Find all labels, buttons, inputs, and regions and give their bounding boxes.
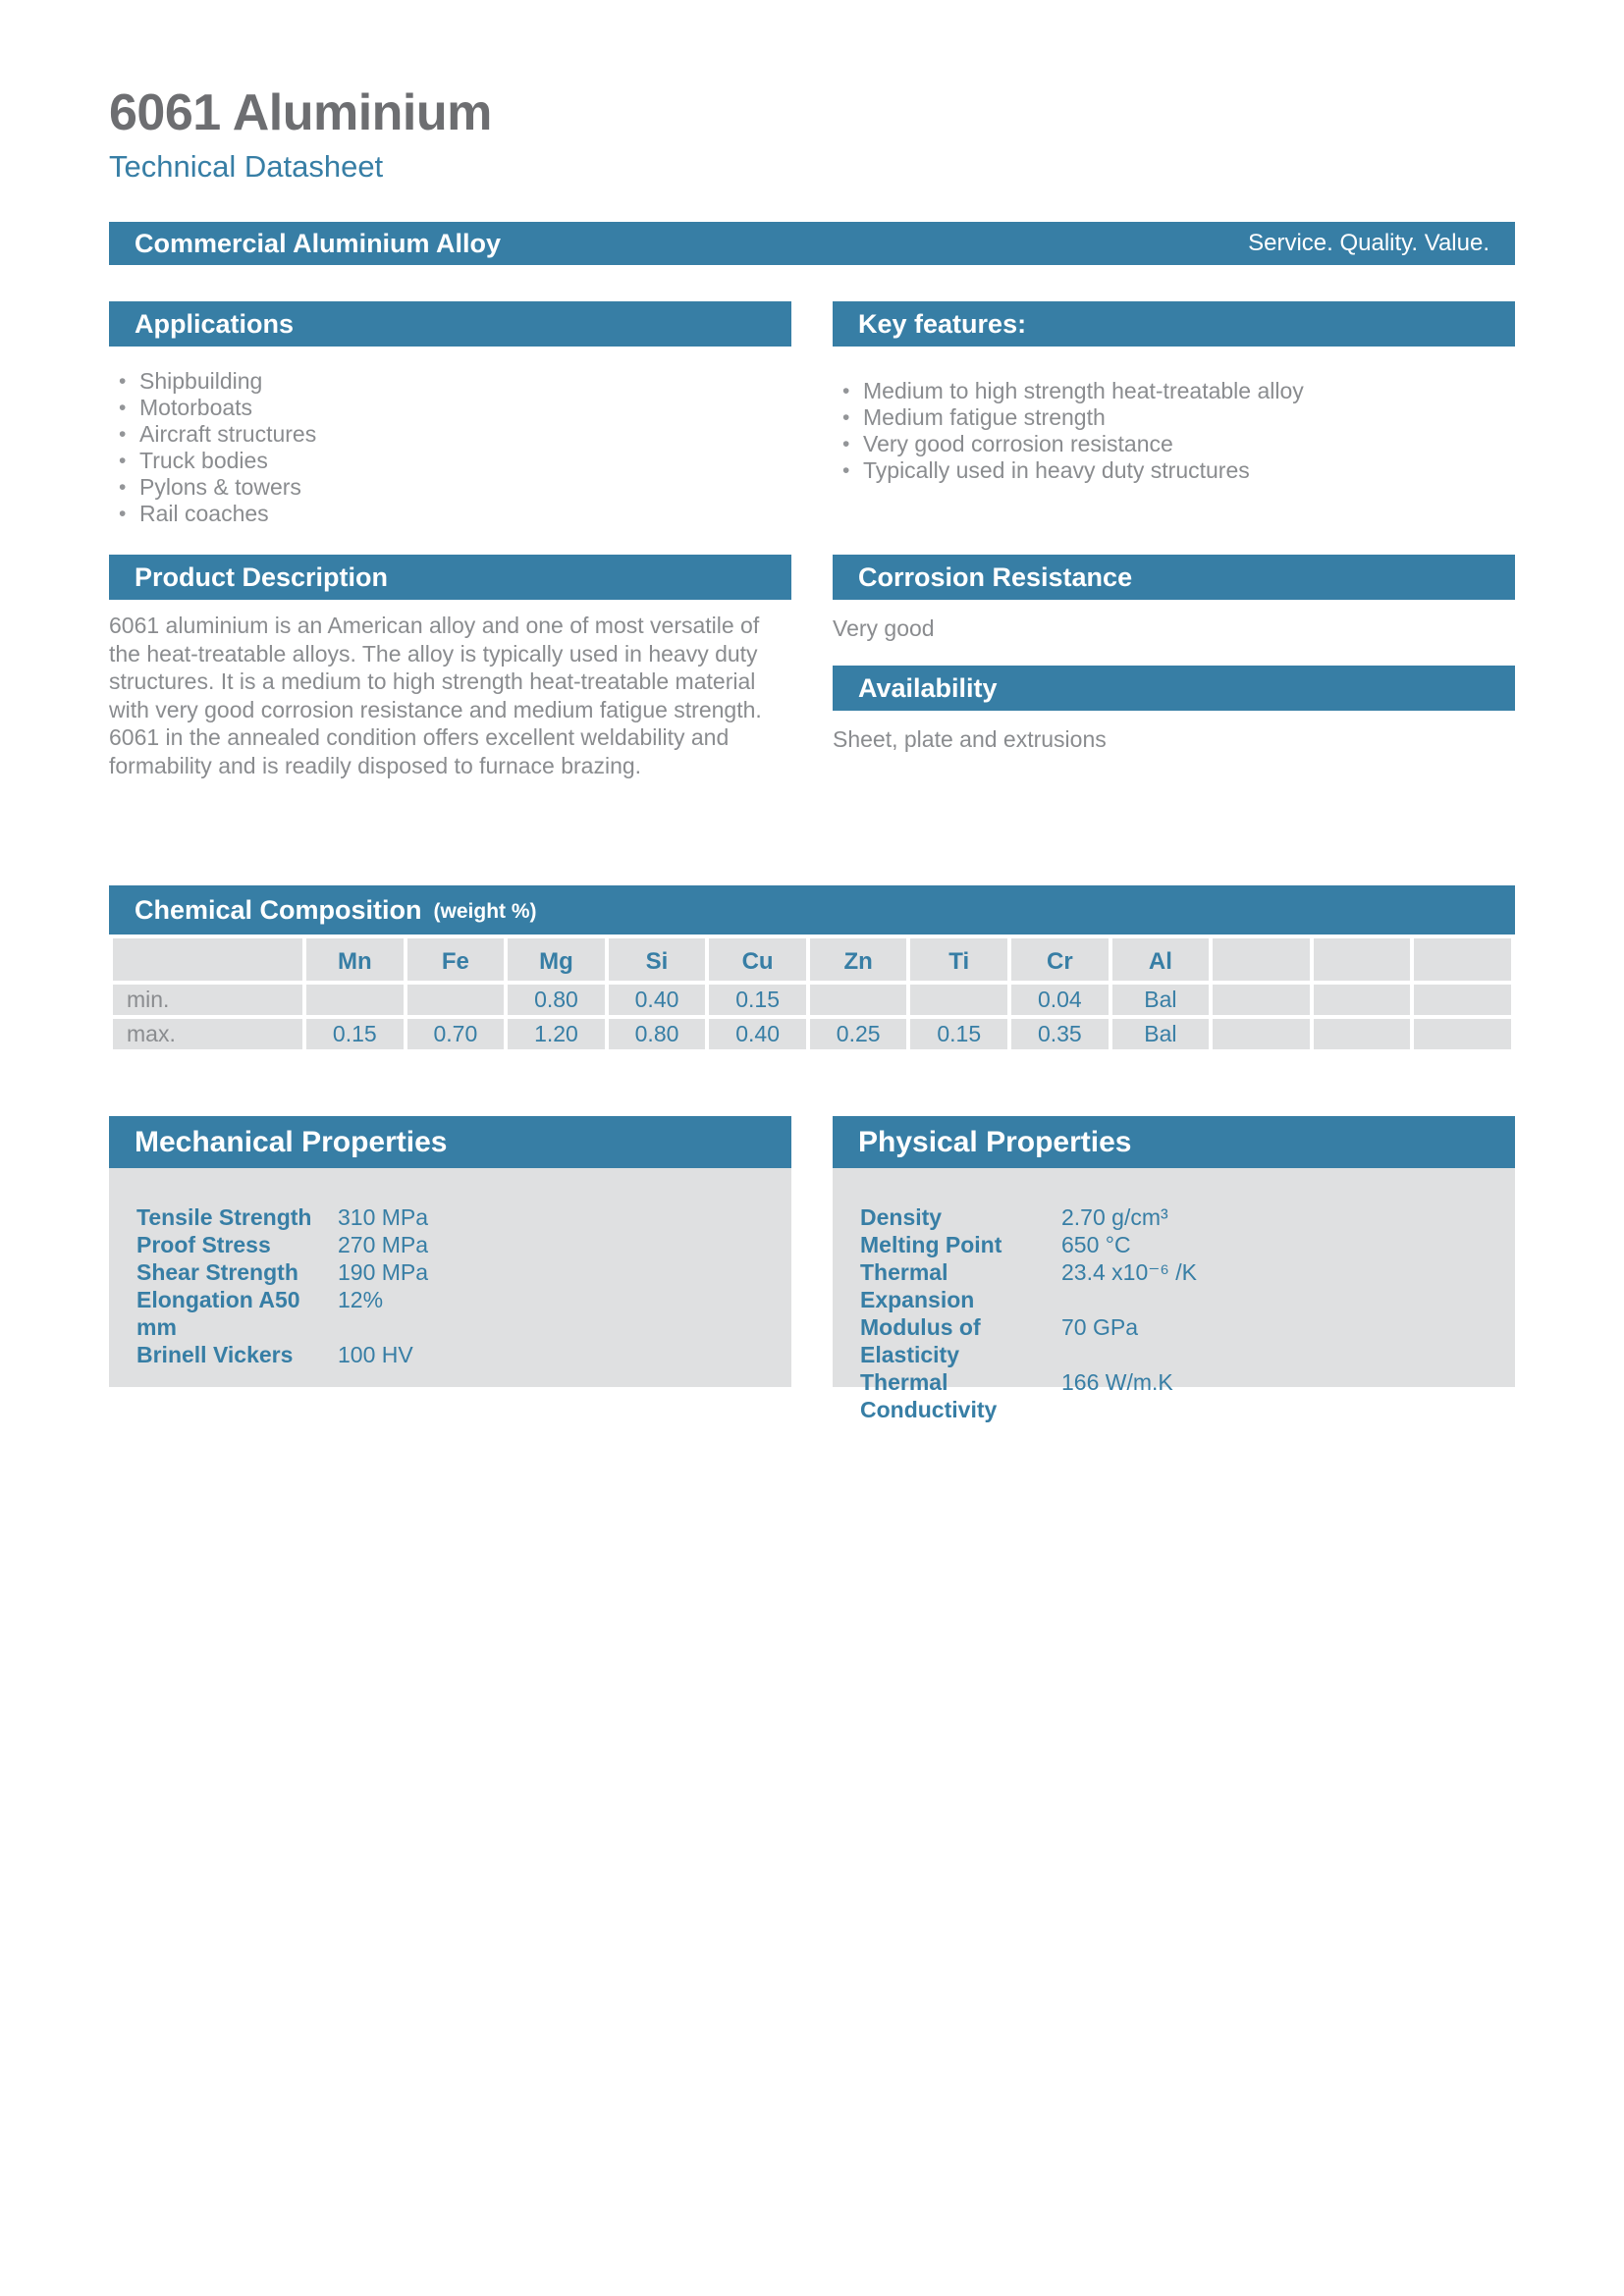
corrosion-resistance-value: Very good [833,615,935,641]
property-label: Tensile Strength [136,1204,312,1230]
applications-list-item: • Shipbuilding [109,368,791,395]
key-features-list-item: • Medium fatigue strength [833,404,1515,431]
property-value: 310 MPa [338,1204,429,1230]
applications-list-item: • Pylons & towers [109,474,791,501]
chem-column-header [1412,936,1513,983]
mechanical-properties-section [109,1116,791,1387]
chem-table-cell: 0.80 [506,983,607,1017]
chemical-composition-table [109,934,1515,1053]
key-features-list-item: • Typically used in heavy duty structures [833,457,1515,484]
property-value: 100 HV [338,1342,413,1367]
physical-properties-section [833,1116,1515,1422]
chem-column-header: Mg [506,936,607,983]
property-value: 2.70 g/cm³ [1061,1204,1168,1230]
property-value: 650 °C [1061,1232,1131,1257]
chem-table-cell: 1.20 [506,1017,607,1051]
chem-table-cell: 0.80 [607,1017,708,1051]
chem-column-header: Si [607,936,708,983]
applications-list-item: • Aircraft structures [109,421,791,448]
page-title: 6061 Aluminium [109,84,492,141]
applications-heading [109,301,791,347]
chem-column-header: Cr [1009,936,1110,983]
key-features-heading [833,301,1515,347]
key-features-list-item: • Very good corrosion resistance [833,431,1515,457]
property-label: Proof Stress [136,1232,271,1257]
property-label: Modulus of Elasticity [860,1314,981,1367]
chem-row-label: min. [111,983,304,1017]
chem-table-cell: Bal [1110,1017,1212,1051]
chem-table-row [111,1017,1513,1051]
chem-table-cell: 0.35 [1009,1017,1110,1051]
chem-table-cell: 0.25 [808,1017,909,1051]
chem-column-header: Zn [808,936,909,983]
product-description-heading-label: Product Description [135,561,389,592]
property-label: Density [860,1204,943,1230]
applications-list-item: • Truck bodies [109,448,791,474]
availability-heading [833,666,1515,711]
page-subtitle: Technical Datasheet [109,149,384,184]
chem-column-header: Al [1110,936,1212,983]
applications-list-item: • Motorboats [109,395,791,421]
property-row [136,1203,764,1231]
property-value: 23.4 x10⁻⁶ /K [1061,1259,1197,1285]
availability-heading-label: Availability [858,672,998,703]
mechanical-properties-panel [109,1168,791,1387]
property-row [860,1313,1488,1368]
chem-row-label: max. [111,1017,304,1051]
chem-table-cell [1211,983,1312,1017]
property-row [860,1231,1488,1258]
chem-table-cell [406,983,507,1017]
chem-column-header [111,936,304,983]
chemical-composition-heading [109,885,1515,934]
top-banner [109,222,1515,265]
chem-table-cell: 0.40 [707,1017,808,1051]
property-row [860,1368,1488,1423]
description-row [109,555,1515,779]
chem-column-header: Fe [406,936,507,983]
property-value: 70 GPa [1061,1314,1138,1340]
chem-table-cell: 0.04 [1009,983,1110,1017]
applications-list [109,368,791,527]
top-banner-title: Commercial Aluminium Alloy [135,228,502,258]
property-label: Brinell Vickers [136,1342,294,1367]
chem-table-cell [908,983,1009,1017]
chem-table-cell [1312,1017,1413,1051]
applications-section [109,301,791,527]
physical-properties-heading-label: Physical Properties [858,1125,1132,1158]
property-value: 190 MPa [338,1259,429,1285]
chem-column-header [1312,936,1413,983]
mechanical-properties-heading-label: Mechanical Properties [135,1125,448,1158]
chemical-composition-section [109,885,1515,1053]
product-description-section [109,555,791,779]
chemical-composition-heading-suffix: (weight %) [433,900,537,923]
key-features-list-item: • Medium to high strength heat-treatable alloy [833,378,1515,404]
chem-table-cell [1312,983,1413,1017]
property-value: 270 MPa [338,1232,429,1257]
property-value: 12% [338,1287,384,1312]
property-row [860,1258,1488,1313]
property-row [136,1286,764,1341]
property-value: 166 W/m.K [1061,1369,1173,1395]
key-features-section [833,301,1515,527]
property-row [136,1231,764,1258]
chem-table-cell: 0.15 [304,1017,406,1051]
chem-table-cell [1211,1017,1312,1051]
property-label: Thermal Expansion [860,1259,975,1312]
property-row [136,1258,764,1286]
property-row [136,1341,764,1368]
mechanical-properties-heading [109,1116,791,1168]
chem-column-header: Ti [908,936,1009,983]
product-description-heading [109,555,791,600]
chem-table-cell [1412,983,1513,1017]
key-features-list [833,378,1515,484]
corrosion-resistance-heading [833,555,1515,600]
top-banner-tagline: Service. Quality. Value. [1248,230,1489,256]
chem-table-cell [808,983,909,1017]
corrosion-resistance-heading-label: Corrosion Resistance [858,561,1133,592]
chem-table-row [111,983,1513,1017]
chem-table-cell: Bal [1110,983,1212,1017]
property-row [860,1203,1488,1231]
chem-table-cell: 0.40 [607,983,708,1017]
chemical-composition-heading-label: Chemical Composition [135,894,422,925]
applications-heading-label: Applications [135,308,295,339]
properties-row [109,1116,1515,1422]
corrosion-availability-section [833,555,1515,779]
chem-table-cell [1412,1017,1513,1051]
key-features-heading-label: Key features: [858,308,1027,339]
availability-value: Sheet, plate and extrusions [833,726,1107,752]
chem-column-header [1211,936,1312,983]
property-label: Shear Strength [136,1259,298,1285]
property-label: Elongation A50 mm [136,1287,300,1340]
physical-properties-panel [833,1168,1515,1422]
applications-features-row [109,301,1515,527]
chem-column-header: Mn [304,936,406,983]
property-label: Thermal Conductivity [860,1369,998,1422]
chem-table-cell: 0.15 [908,1017,1009,1051]
property-label: Melting Point [860,1232,1002,1257]
physical-properties-heading [833,1116,1515,1168]
chem-column-header: Cu [707,936,808,983]
chem-table-cell: 0.70 [406,1017,507,1051]
chem-table-cell [304,983,406,1017]
product-description-text: 6061 aluminium is an American alloy and one of most versatile of the heat-treatable alloys. The alloy is typically used in heavy duty structures. It is a medium to high strength heat-treatable material with very good corrosion resistance and medium fatigue strength. 6061 in the annealed condition offers excellent weldability and formability and is readily disposed to furnace brazing. [109,613,762,778]
chem-table-cell: 0.15 [707,983,808,1017]
applications-list-item: • Rail coaches [109,501,791,527]
